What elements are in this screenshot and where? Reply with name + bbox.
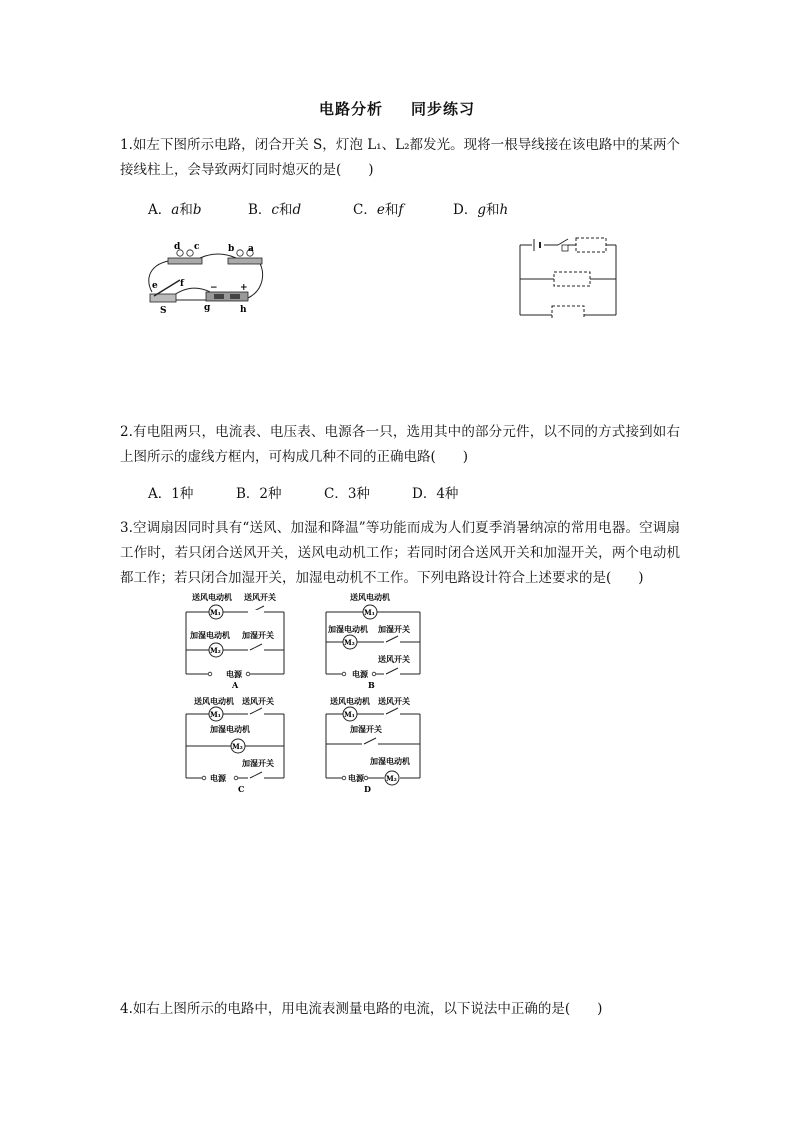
dashed-box-middle <box>554 272 590 286</box>
svg-text:M₂: M₂ <box>386 774 397 783</box>
circuit-D <box>326 696 420 794</box>
q2-option-b: B．2种 <box>236 486 282 502</box>
svg-text:电源: 电源 <box>352 669 368 679</box>
dashed-box-bottom <box>552 306 584 319</box>
label-minus: − <box>210 283 218 293</box>
battery-icon <box>206 292 248 301</box>
page-title <box>0 98 794 119</box>
lamp-base-left <box>168 258 202 264</box>
svg-text:送风电动机: 送风电动机 <box>192 592 232 602</box>
svg-text:加湿电动机: 加湿电动机 <box>370 756 410 766</box>
circuit-C <box>186 696 284 794</box>
question-1-text: 1.如左下图所示电路，闭合开关 S，灯泡 L₁、L₂都发光。现将一根导线接在该电路中的某两个接线柱上，会导致两灯同时熄灭的是( ) <box>120 137 680 178</box>
svg-text:加湿电动机: 加湿电动机 <box>210 724 250 734</box>
svg-text:送风电动机: 送风电动机 <box>194 696 234 706</box>
q2-option-c: C．3种 <box>324 486 370 502</box>
svg-text:电源: 电源 <box>226 669 242 679</box>
title-right: 同步练习 <box>411 100 476 118</box>
q2-option-d: D．4种 <box>412 486 459 502</box>
svg-text:送风电动机: 送风电动机 <box>330 696 370 706</box>
svg-text:送风开关: 送风开关 <box>378 696 410 706</box>
svg-text:M₂: M₂ <box>210 646 221 655</box>
svg-text:A: A <box>232 680 239 690</box>
svg-text:加湿开关: 加湿开关 <box>242 758 274 768</box>
svg-text:送风电动机: 送风电动机 <box>350 592 390 602</box>
q3-circuit-options-figure <box>180 590 440 798</box>
label-b: b <box>228 244 235 254</box>
circuit-A <box>186 592 284 690</box>
question-3-text: 3.空调扇因同时具有“送风、加湿和降温”等功能而成为人们夏季消暑纳凉的常用电器。空调扇工作时，若只闭合送风开关，送风电动机工作；若同时闭合送风开关和加湿开关，两个电动机都工作；若只闭合加湿开关，加湿电动机不工作。下列电路设计符合上述要求的是( ) <box>120 520 680 586</box>
label-g: g <box>204 303 211 313</box>
bulb-left2-icon <box>187 250 193 256</box>
q1-option-d: D．g和h <box>453 202 509 218</box>
svg-text:送风开关: 送风开关 <box>244 592 276 602</box>
svg-text:加湿电动机: 加湿电动机 <box>190 630 230 640</box>
wire-top <box>200 254 236 258</box>
svg-text:电源: 电源 <box>210 773 226 783</box>
bulb-right-icon <box>237 250 243 256</box>
svg-text:M₂: M₂ <box>232 742 243 751</box>
question-4-text: 4.如右上图所示的电路中，用电流表测量电路的电流，以下说法中正确的是( ) <box>120 1001 603 1017</box>
svg-text:电源: 电源 <box>348 773 364 783</box>
q1-option-c: C．e和f <box>353 202 404 218</box>
svg-text:M₁: M₁ <box>210 710 221 719</box>
svg-text:加湿电动机: 加湿电动机 <box>328 624 368 634</box>
q2-dashed-box-circuit-figure <box>514 233 624 319</box>
label-c: c <box>194 242 200 252</box>
label-plus: + <box>240 283 248 293</box>
circuit-B <box>326 592 420 690</box>
svg-text:加湿开关: 加湿开关 <box>378 624 410 634</box>
svg-text:送风开关: 送风开关 <box>242 696 274 706</box>
battery-cell-1 <box>214 294 224 299</box>
question-2-options <box>148 482 458 502</box>
label-h: h <box>240 305 247 315</box>
svg-text:加湿开关: 加湿开关 <box>350 724 382 734</box>
lamp-base-right <box>228 258 262 264</box>
title-left: 电路分析 <box>318 100 383 118</box>
svg-text:加湿开关: 加湿开关 <box>242 630 274 640</box>
label-a: a <box>248 244 254 254</box>
battery-cell-2 <box>230 294 240 299</box>
wire-right <box>248 260 263 298</box>
label-f: f <box>180 279 184 289</box>
dashed-box-top <box>576 238 606 252</box>
question-2-text: 2.有电阻两只，电流表、电压表、电源各一只，选用其中的部分元件，以不同的方式接到如右上图所示的虚线方框内，可构成几种不同的正确电路( ) <box>120 424 680 465</box>
q2-option-a: A．1种 <box>148 486 194 502</box>
switch-base <box>150 294 176 302</box>
switch-icon <box>558 239 568 245</box>
svg-text:送风开关: 送风开关 <box>378 654 410 664</box>
label-e: e <box>152 281 158 291</box>
svg-text:M₁: M₁ <box>210 608 221 617</box>
label-d: d <box>174 242 181 252</box>
q1-physical-circuit-figure <box>140 238 270 318</box>
svg-text:M₂: M₂ <box>344 638 355 647</box>
svg-text:M₁: M₁ <box>344 710 355 719</box>
ammeter-small-box <box>562 245 568 251</box>
q1-option-b: B．c和d <box>248 202 302 218</box>
q1-option-a: A．a和b <box>148 202 202 218</box>
svg-text:B: B <box>368 680 375 690</box>
svg-text:D: D <box>364 784 371 794</box>
label-S: S <box>160 306 167 316</box>
question-1-options <box>148 198 508 218</box>
svg-text:M₁: M₁ <box>364 608 375 617</box>
svg-text:C: C <box>238 784 245 794</box>
